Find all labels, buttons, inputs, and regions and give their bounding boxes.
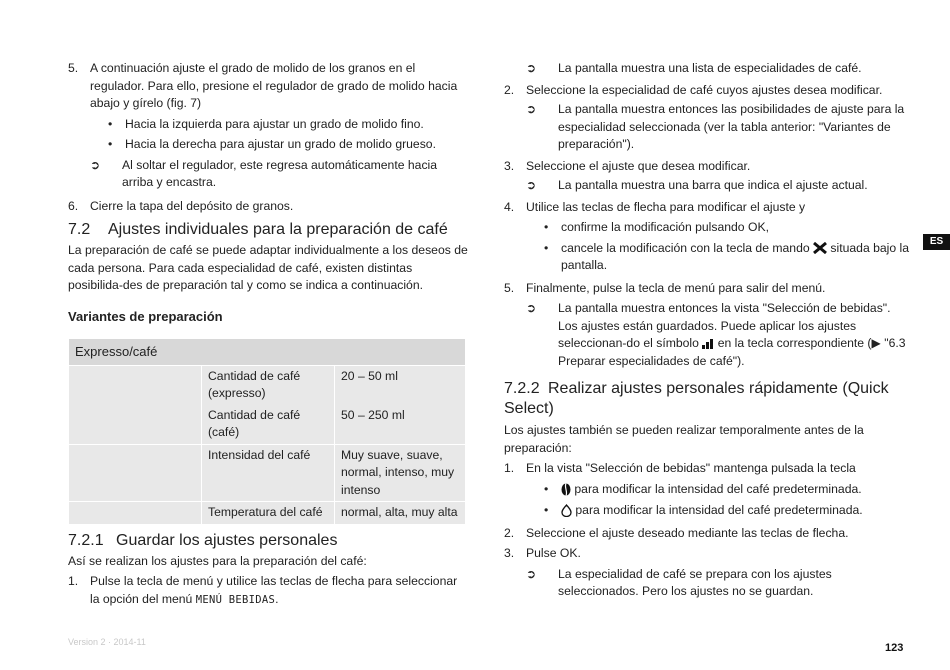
step-text: A continuación ajuste el grado de molido de los granos en el regulador. Para ello, presione el regulador de grado de molido hacia abajo y gírelo (fig. 7) [90, 61, 458, 110]
menu-name: MENÚ BEBIDAS [195, 593, 276, 606]
result-arrow-item: ➲ La pantalla muestra una lista de especialidades de café. [504, 60, 912, 78]
settings-bars-icon [702, 339, 714, 349]
step-3: 3. Pulse OK. [504, 546, 581, 560]
step-6: 6. Cierre la tapa del depósito de granos. [68, 198, 294, 213]
table-row: Temperatura del café normal, alta, muy alta [69, 502, 466, 525]
table-row: Intensidad del café Muy suave, suave, normal, intenso, muy intenso [69, 444, 466, 502]
right-column [504, 60, 912, 601]
result-arrow-item: ➲ Al soltar el regulador, este regresa automáticamente hacia arriba y encastra. [90, 157, 438, 189]
table-row: Cantidad de café (expresso) Cantidad de café (café) 20 – 50 ml 50 – 250 ml [69, 365, 466, 444]
bullet-item: • para modificar la intensidad del café predeterminada. [544, 481, 862, 496]
bullet-item: • Hacia la derecha para ajustar un grado de molido grueso. [108, 137, 436, 151]
section-heading-7-2-1: 7.2.1 Guardar los ajustes personales [68, 531, 338, 549]
result-arrow-item: ➲ La pantalla muestra una barra que indica el ajuste actual. [504, 177, 912, 195]
step-5: 5. Finalmente, pulse la tecla de menú para salir del menú. [504, 280, 826, 295]
arrow-icon: ➲ [90, 157, 101, 172]
section-intro: La preparación de café se puede adaptar individualmente a los deseos de cada persona. Para cada especialidad de café, existen distintas posibilida-des de preparación tal y como se indica a continuación. [68, 243, 468, 292]
section-intro: Así se realizan los ajustes para la preparación del café: [68, 553, 367, 568]
bullet-item: • para modificar la intensidad del café predeterminada. [544, 503, 863, 517]
step-1: 1. En la vista "Selección de bebidas" mantenga pulsada la tecla [504, 461, 856, 475]
arrow-icon: ➲ [526, 566, 537, 581]
result-arrow-item: ➲ La especialidad de café se prepara con los ajustes seleccionados. Pero los ajustes no se guardan. [526, 566, 832, 598]
variants-title: Variantes de preparación [68, 308, 223, 324]
step-2: 2. Seleccione el ajuste deseado mediante las teclas de flecha. [504, 525, 849, 540]
section-intro: Los ajustes también se pueden realizar temporalmente antes de la preparación: [504, 423, 864, 455]
bullet-item: • confirme la modificación pulsando OK, [544, 220, 769, 234]
arrow-icon: ➲ [526, 61, 537, 75]
table-header: Expresso/café [69, 339, 466, 366]
result-arrow-item: ➲ La pantalla muestra entonces la vista "Selección de bebidas". Los ajustes están guardados. Puede aplicar los ajustes seleccionan-do el símbolo en la tecla correspondiente (▶ "6.3 Preparar especialidades de café"). [526, 301, 906, 368]
preparation-table [68, 338, 466, 525]
step-3: 3. Seleccione el ajuste que desea modificar. [504, 158, 751, 173]
step-5: 5. A continuación ajuste el grado de molido de los granos en el regulador. Para ello, presione el regulador de grado de molido hacia abajo y gírelo (fig. 7) [68, 60, 468, 113]
result-arrow-item: ➲ La pantalla muestra entonces las posibilidades de ajuste para la especialidad seleccionada (ver la tabla anterior: "Variantes de preparación"). [526, 102, 905, 151]
close-x-icon [813, 242, 827, 254]
arrow-icon: ➲ [526, 301, 537, 315]
step-4: 4. Utilice las teclas de flecha para modificar el ajuste y [504, 199, 806, 214]
step-2: 2. Seleccione la especialidad de café cuyos ajustes desea modificar. [504, 82, 883, 97]
page-number: 123 [885, 642, 904, 654]
section-heading-7-2-2: 7.2.2 Realizar ajustes personales rápidamente (Quick Select) [504, 380, 889, 417]
bullet-item: • Hacia la izquierda para ajustar un grado de molido fino. [108, 116, 424, 131]
section-heading-7-2: 7.2 Ajustes individuales para la preparación de café [68, 221, 448, 238]
bullet-item: • cancele la modificación con la tecla de mando situada bajo la pantalla. [544, 240, 910, 272]
footer-version: Version 2 · 2014-11 [68, 637, 146, 647]
arrow-icon: ➲ [526, 178, 537, 192]
arrow-icon: ➲ [526, 102, 537, 116]
temperature-flame-icon [561, 504, 572, 517]
coffee-bean-icon [561, 483, 571, 496]
left-column [68, 60, 468, 609]
step-1: 1. Pulse la tecla de menú y utilice las teclas de flecha para seleccionar la opción del menú MENÚ BEBIDAS. [68, 574, 458, 606]
language-tab: ES [923, 234, 950, 250]
